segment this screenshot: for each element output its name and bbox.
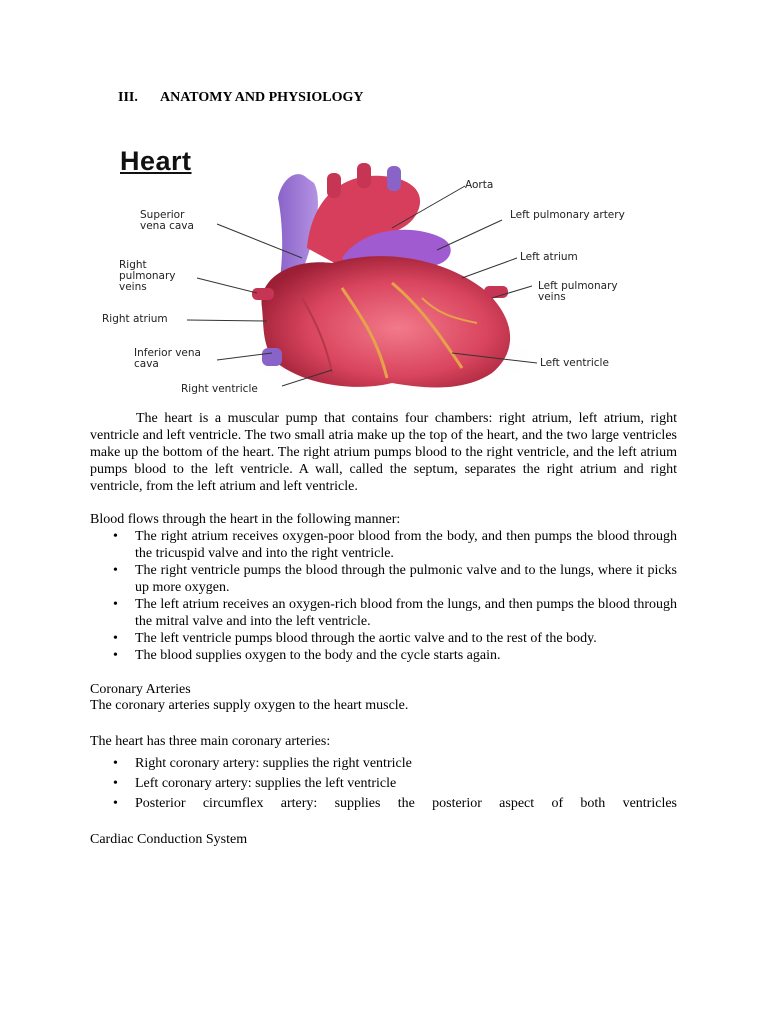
aorta-branch bbox=[357, 163, 371, 188]
label-left-pulmonary-artery: Left pulmonary artery bbox=[510, 209, 625, 221]
aorta-branch bbox=[327, 173, 341, 198]
label-right-ventricle: Right ventricle bbox=[181, 383, 258, 395]
label-left-ventricle: Left ventricle bbox=[540, 357, 609, 369]
list-item: • The right ventricle pumps the blood through the pulmonic valve and to the lungs, where it picks up more oxygen. bbox=[90, 562, 677, 596]
label-left-pulmonary-veins: Left pulmonary veins bbox=[538, 280, 618, 303]
list-item: • The left atrium receives an oxygen-rich blood from the lungs, and then pumps the blood through the mitral valve and into the left ventricle. bbox=[90, 596, 677, 630]
label-inferior-vena-cava: Inferior vena cava bbox=[134, 347, 201, 370]
leader-line bbox=[462, 258, 517, 278]
label-aorta: Aorta bbox=[465, 179, 494, 191]
label-left-atrium: Left atrium bbox=[520, 251, 578, 263]
flow-list bbox=[90, 528, 677, 664]
leader-line bbox=[187, 320, 267, 321]
label-right-atrium: Right atrium bbox=[102, 313, 168, 325]
diagram-title: Heart bbox=[120, 146, 192, 176]
list-item: • Right coronary artery: supplies the right ventricle bbox=[90, 754, 677, 774]
intro-paragraph: The heart is a muscular pump that contains four chambers: right atrium, left atrium, right ventricle and left ventricle. The two small atria make up the top of the heart, and the two large ventricles make up the bottom of the heart. The right atrium pumps blood to the right ventricle, and the left atrium pumps blood to the left ventricle. A wall, called the septum, separates the right atrium and right ventricle, from the left atrium and left ventricle. bbox=[90, 411, 677, 494]
leader-line bbox=[437, 220, 502, 250]
coronary-title: Coronary Arteries bbox=[90, 682, 191, 697]
section-number: III. bbox=[118, 90, 138, 105]
pulmonary-vein-shape bbox=[252, 288, 274, 300]
label-superior-vena-cava: Superior vena cava bbox=[140, 209, 194, 232]
inferior-vena-cava-shape bbox=[262, 348, 282, 366]
list-item: • The left ventricle pumps blood through the aortic valve and to the rest of the body. bbox=[90, 630, 677, 647]
pulmonary-vein-shape bbox=[484, 286, 508, 298]
flow-intro: Blood flows through the heart in the following manner: bbox=[90, 512, 401, 527]
section-title: ANATOMY AND PHYSIOLOGY bbox=[160, 90, 364, 105]
leader-line bbox=[197, 278, 257, 293]
list-item: • The blood supplies oxygen to the body and the cycle starts again. bbox=[90, 647, 677, 664]
section-heading bbox=[118, 90, 364, 106]
list-item: • Posterior circumflex artery: supplies the posterior aspect of both ventricles bbox=[90, 794, 677, 814]
list-item: • Left coronary artery: supplies the left ventricle bbox=[90, 774, 677, 794]
list-item: • The right atrium receives oxygen-poor blood from the body, and then pumps the blood through the tricuspid valve and into the right ventricle. bbox=[90, 528, 677, 562]
arteries-intro: The heart has three main coronary arteries: bbox=[90, 734, 331, 749]
conduction-title: Cardiac Conduction System bbox=[90, 832, 248, 847]
aorta-branch bbox=[387, 166, 401, 191]
coronary-text: The coronary arteries supply oxygen to the heart muscle. bbox=[90, 698, 409, 713]
arteries-list bbox=[90, 754, 677, 814]
heart-diagram bbox=[92, 138, 682, 403]
label-right-pulmonary-veins: Right pulmonary veins bbox=[119, 259, 176, 293]
